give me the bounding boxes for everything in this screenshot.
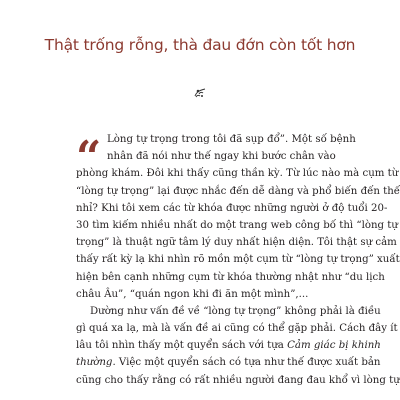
paragraph-line: “lòng tự trọng” lại được nhắc đến dễ dàng và phổ biến đến thế xyxy=(76,185,400,197)
paragraph-text: lâu tôi nhìn thấy một quyển sách với tựa xyxy=(76,340,288,352)
paragraph-line: gì quá xa lạ, mà là vấn đề ai cũng có thể gặp phải. Cách đây ít xyxy=(76,323,398,335)
paragraph-line: cũng cho thấy rằng có rất nhiều người đang đau khổ vì lòng tự xyxy=(76,374,400,386)
chapter-title: Thật trống rỗng, thà đau đớn còn tốt hơn xyxy=(44,36,356,54)
paragraph-line: Dường như vấn đề về “lòng tự trọng” không phải là điều xyxy=(90,305,381,317)
paragraph-line: thấy rất kỳ lạ khi nhìn rõ mồn một cụm từ “lòng tự trọng” xuất xyxy=(76,254,400,266)
paragraph-line: nhân đã nói như thế ngay khi bước chân vào xyxy=(107,151,336,163)
paragraph-line: phòng khám. Đôi khi thấy cũng thần kỳ. Từ lúc nào mà cụm từ xyxy=(76,168,399,180)
paragraph-line: hiện bên cạnh những cụm từ khóa thường nhật như “du lịch xyxy=(76,271,385,283)
floral-ornament-icon xyxy=(0,87,400,102)
paragraph-line: nhỉ? Khi tôi xem các từ khóa được những người ở độ tuổi 20- xyxy=(76,202,388,214)
paragraph-line: 30 tìm kiếm nhiều nhất do một trang web công bố thì “lòng tự xyxy=(76,219,398,231)
paragraph-text: . Việc một quyển sách có tựa như thế được xuất bản xyxy=(112,357,381,369)
paragraph-line: trọng” là thuật ngữ tâm lý duy nhất hiện diện. Tôi thật sự cảm xyxy=(76,237,397,249)
paragraph-line xyxy=(76,354,381,371)
paragraph-line: châu Âu”, “quán ngon khi đi ăn một mình”,... xyxy=(76,288,309,300)
paragraph-line: Lòng tự trọng trong tôi đã sụp đổ”. Một số bệnh xyxy=(107,134,356,145)
book-title-cont: thường xyxy=(76,357,113,369)
book-title: Cảm giác bị khinh xyxy=(287,340,381,352)
opening-quote-dropcap: “ xyxy=(76,132,102,183)
paragraph-line xyxy=(76,337,381,354)
body-text xyxy=(76,131,400,389)
